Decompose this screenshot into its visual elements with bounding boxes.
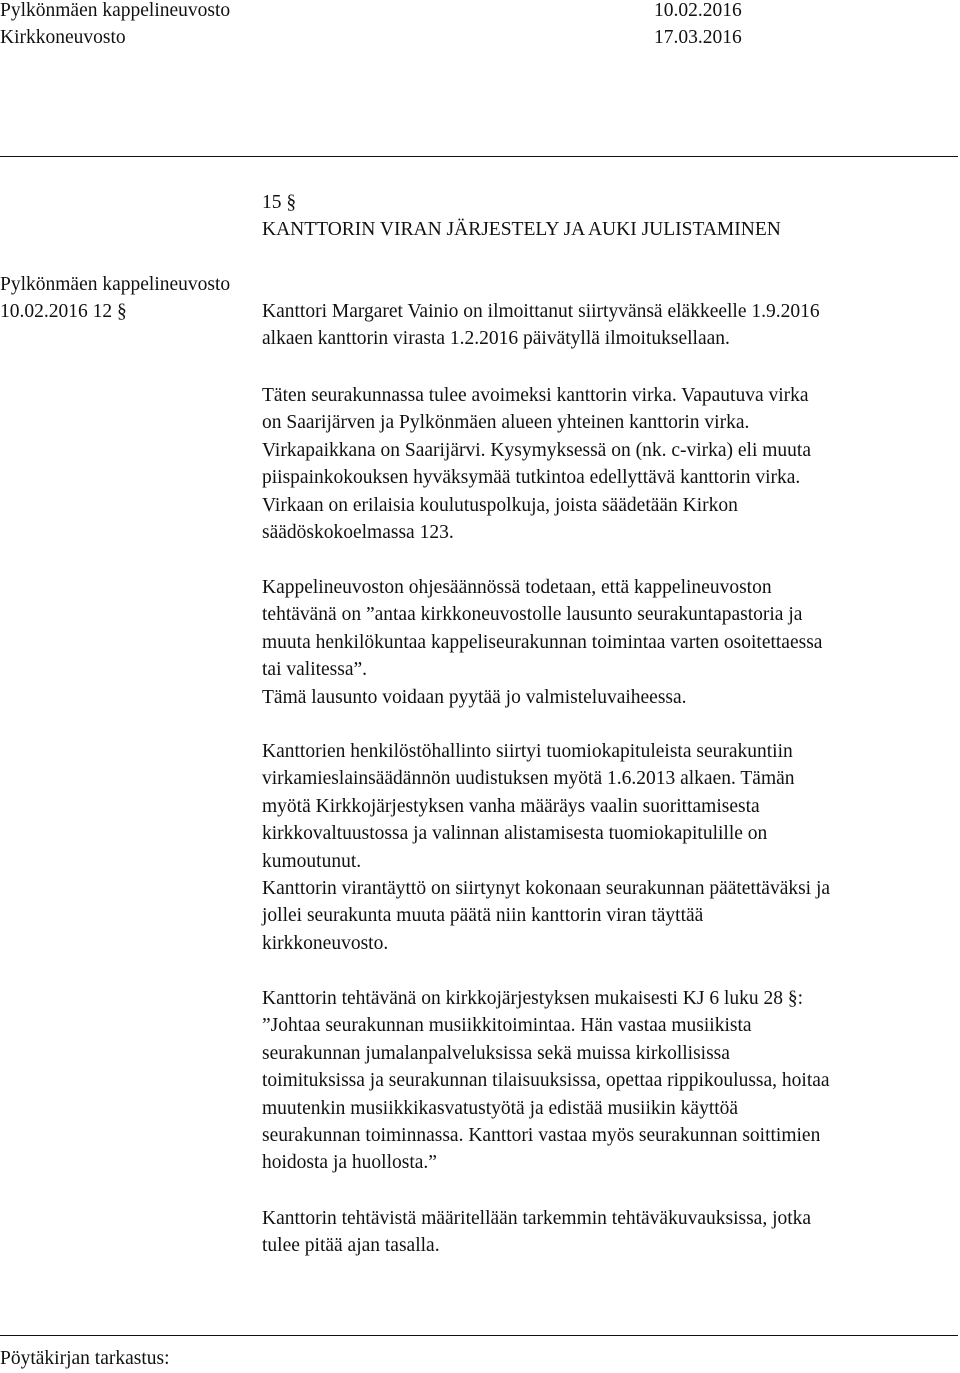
paragraph-3 xyxy=(262,574,960,711)
header-date-2: 17.03.2016 xyxy=(654,27,742,48)
paragraph-line: seurakunnan toiminnassa. Kanttori vastaa myös seurakunnan soittimien xyxy=(262,1125,821,1147)
paragraph-line: Tämä lausunto voidaan pyytää jo valmisteluvaiheessa. xyxy=(262,686,687,708)
paragraph-line: kirkkoneuvosto. xyxy=(262,932,389,954)
paragraph-line: säädöskokoelmassa 123. xyxy=(262,522,454,544)
paragraph-line: kumoutunut. xyxy=(262,850,362,872)
paragraph-line: alkaen kanttorin virasta 1.2.2016 päivätyllä ilmoituksellaan. xyxy=(262,328,730,350)
paragraph-line: Kanttori Margaret Vainio on ilmoittanut siirtyvänsä eläkkeelle 1.9.2016 xyxy=(262,301,820,322)
section-number: 15 § xyxy=(262,192,297,213)
paragraph-line: piispainkokouksen hyväksymää tutkintoa edellyttävä kanttorin virka. xyxy=(262,467,801,489)
paragraph-line: virkamieslainsäädännön uudistuksen myötä 1.6.2013 alkaen. Tämän xyxy=(262,768,795,790)
paragraph-line: Kanttorin virantäyttö on siirtynyt kokonaan seurakunnan päätettäväksi ja xyxy=(262,878,831,900)
paragraph-line: Täten seurakunnassa tulee avoimeksi kanttorin virka. Vapautuva virka xyxy=(262,385,809,406)
paragraph-line: Virkaan on erilaisia koulutuspolkuja, joista säädetään Kirkon xyxy=(262,494,738,516)
paragraph-line: on Saarijärven ja Pylkönmäen alueen yhteinen kanttorin virka. xyxy=(262,412,750,434)
paragraph-line: Kanttorien henkilöstöhallinto siirtyi tuomiokapituleista seurakuntiin xyxy=(262,741,793,762)
header-date-1: 10.02.2016 xyxy=(654,0,742,21)
paragraph-line: myötä Kirkkojärjestyksen vanha määräys vaalin suorittamisesta xyxy=(262,795,760,817)
paragraph-line: tulee pitää ajan tasalla. xyxy=(262,1235,440,1257)
paragraph-4 xyxy=(262,738,960,957)
paragraph-line: toimituksissa ja seurakunnan tilaisuuksissa, opettaa rippikoulussa, hoitaa xyxy=(262,1070,830,1092)
paragraph-line: ”Johtaa seurakunnan musiikkitoimintaa. Hän vastaa musiikista xyxy=(262,1015,752,1037)
paragraph-line: seurakunnan jumalanpalveluksissa sekä muissa kirkollisissa xyxy=(262,1042,730,1064)
footer-divider xyxy=(0,1335,958,1336)
paragraph-line: tai valitessa”. xyxy=(262,659,368,681)
paragraph-line: tehtävänä on ”antaa kirkkoneuvostolle lausunto seurakuntapastoria ja xyxy=(262,604,803,626)
paragraph-line: muuta henkilökuntaa kappeliseurakunnan toimintaa varten osoitettaessa xyxy=(262,631,823,653)
paragraph-line: Kanttorin tehtävänä on kirkkojärjestyksen mukaisesti KJ 6 luku 28 §: xyxy=(262,988,804,1009)
header-body-1: Pylkönmäen kappelineuvosto xyxy=(0,0,231,21)
footer-label: Pöytäkirjan tarkastus: xyxy=(0,1348,170,1369)
header-divider xyxy=(0,156,958,157)
paragraph-1 xyxy=(262,298,960,353)
meeting-body: Pylkönmäen kappelineuvosto xyxy=(0,274,231,295)
paragraph-line: muutenkin musiikkikasvatustyötä ja edistää musiikin käyttöä xyxy=(262,1097,739,1119)
section-title: KANTTORIN VIRAN JÄRJESTELY JA AUKI JULISTAMINEN xyxy=(262,219,781,240)
paragraph-line: kirkkovaltuustossa ja valinnan alistamisesta tuomiokapitulille on xyxy=(262,823,768,845)
paragraph-5 xyxy=(262,985,960,1177)
paragraph-line: jollei seurakunta muuta päätä niin kanttorin viran täyttää xyxy=(262,905,704,927)
paragraph-line: Kanttorin tehtävistä määritellään tarkemmin tehtäväkuvauksissa, jotka xyxy=(262,1208,812,1229)
paragraph-line: Virkapaikkana on Saarijärvi. Kysymyksessä on (nk. c-virka) eli muuta xyxy=(262,439,812,461)
paragraph-6 xyxy=(262,1205,960,1260)
meeting-reference: 10.02.2016 12 § xyxy=(0,301,127,322)
header-body-2: Kirkkoneuvosto xyxy=(0,27,126,48)
paragraph-2 xyxy=(262,382,960,546)
paragraph-line: hoidosta ja huollosta.” xyxy=(262,1152,437,1174)
paragraph-line: Kappelineuvoston ohjesäännössä todetaan, että kappelineuvoston xyxy=(262,577,772,598)
